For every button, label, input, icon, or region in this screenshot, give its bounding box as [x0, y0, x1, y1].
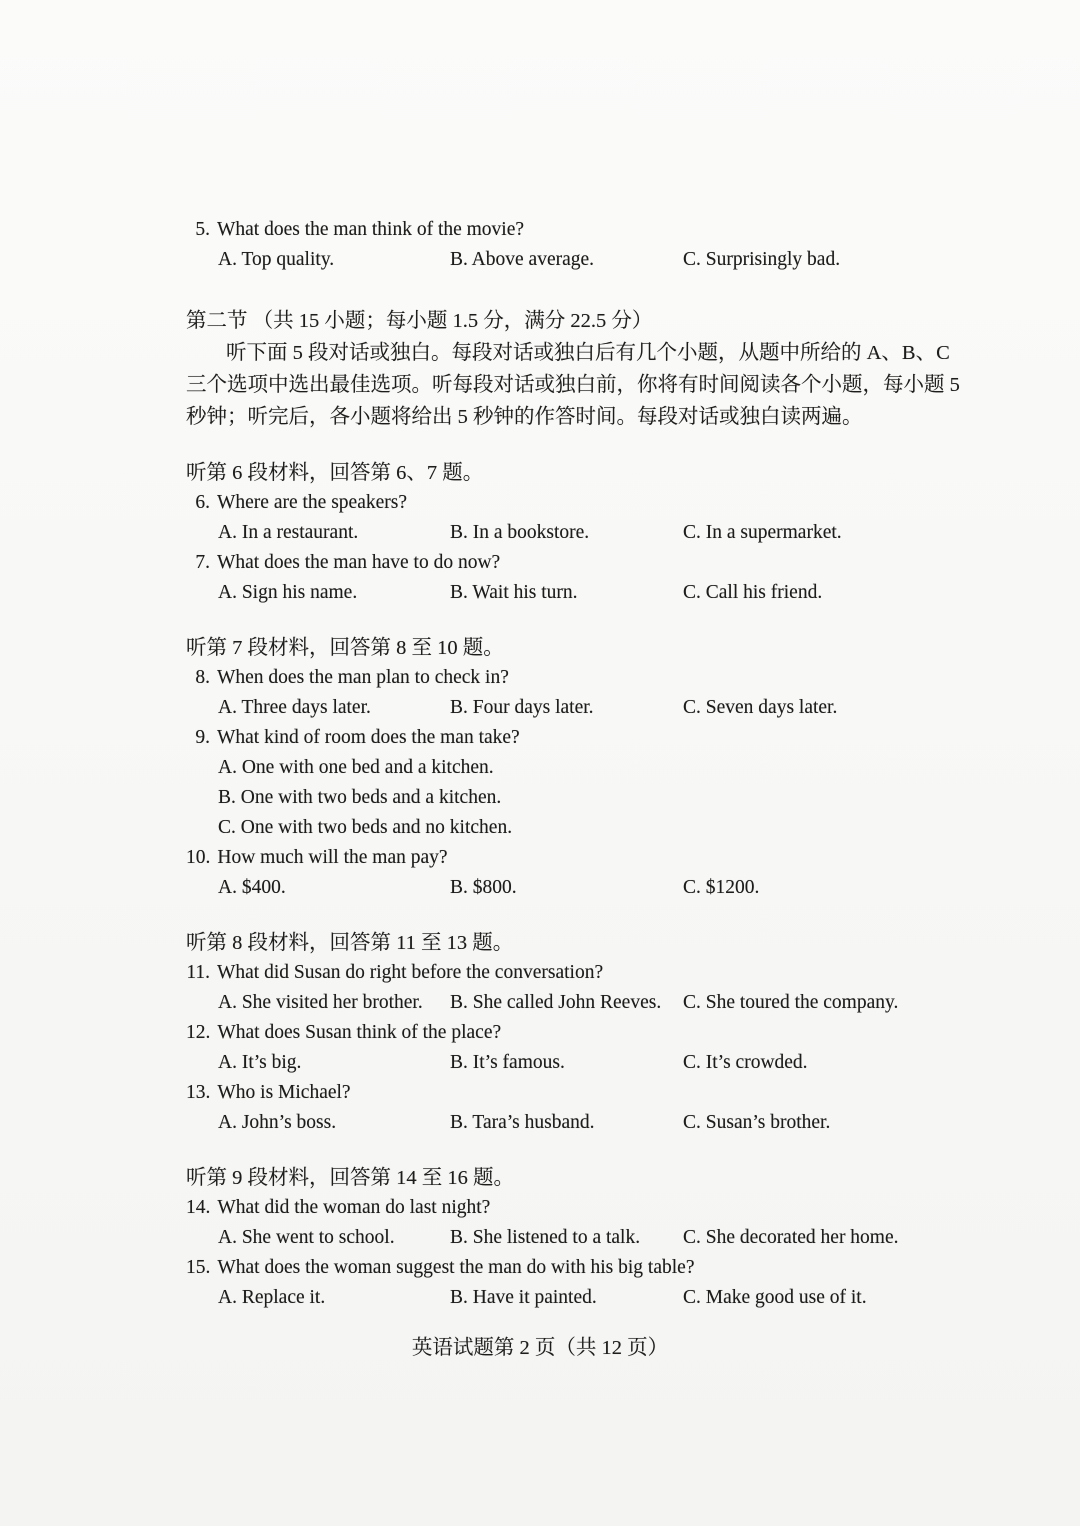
question-text: What does the man think of the movie?	[217, 219, 525, 240]
question-number: 9.	[195, 727, 210, 748]
material-header: 听第 7 段材料，回答第 8 至 10 题。	[186, 637, 504, 659]
instruction-line: 秒钟；听完后，各小题将给出 5 秒钟的作答时间。每段对话或独白读两遍。	[186, 406, 863, 428]
option-text: A. Top quality.	[218, 249, 335, 270]
question-text: What does the man have to do now?	[217, 552, 501, 573]
option-text: B. She listened to a talk.	[450, 1227, 641, 1248]
question-line	[186, 723, 900, 753]
option-text: C. One with two beds and no kitchen.	[218, 817, 513, 838]
option-line	[186, 783, 900, 813]
exam-content	[186, 215, 960, 1313]
question-number: 11.	[186, 962, 210, 983]
option-text: C. Make good use of it.	[683, 1287, 867, 1308]
option-text: C. Susan’s brother.	[683, 1112, 831, 1133]
material-header: 听第 6 段材料，回答第 6、7 题。	[186, 462, 484, 484]
option-text: B. Four days later.	[450, 697, 594, 718]
question-text: How much will the man pay?	[217, 847, 448, 868]
option-text: C. Seven days later.	[683, 697, 838, 718]
question-number: 8.	[195, 667, 210, 688]
option-text: C. She decorated her home.	[683, 1227, 899, 1248]
instruction-line: 听下面 5 段对话或独白。每段对话或独白后有几个小题，从题中所给的 A、B、C	[226, 342, 950, 364]
question-line	[186, 548, 900, 578]
option-text: B. Tara’s husband.	[450, 1112, 595, 1133]
question-number: 15.	[186, 1257, 211, 1278]
question-text: What did Susan do right before the conversation?	[217, 962, 604, 983]
question-line	[186, 215, 900, 245]
option-text: A. In a restaurant.	[218, 522, 359, 543]
question-number: 12.	[186, 1022, 211, 1043]
question-line	[186, 1078, 900, 1108]
option-text: B. She called John Reeves.	[450, 992, 662, 1013]
option-row	[186, 988, 900, 1018]
question-line	[186, 663, 900, 693]
question-line	[186, 1253, 900, 1283]
option-text: B. It’s famous.	[450, 1052, 565, 1073]
material-header: 听第 8 段材料，回答第 11 至 13 题。	[186, 932, 514, 954]
option-text: C. It’s crowded.	[683, 1052, 808, 1073]
question-number: 10.	[186, 847, 211, 868]
instruction-line: 三个选项中选出最佳选项。听每段对话或独白前，你将有时间阅读各个小题，每小题 5	[186, 374, 960, 396]
option-text: C. $1200.	[683, 877, 760, 898]
option-text: A. Three days later.	[218, 697, 371, 718]
option-text: A. $400.	[218, 877, 286, 898]
option-text: B. Wait his turn.	[450, 582, 578, 603]
option-text: B. $800.	[450, 877, 517, 898]
section-header: 第二节 （共 15 小题；每小题 1.5 分，满分 22.5 分）	[186, 310, 653, 332]
question-text: What kind of room does the man take?	[217, 727, 520, 748]
option-row	[186, 518, 900, 548]
question-text: What does Susan think of the place?	[217, 1022, 502, 1043]
option-row	[186, 873, 900, 903]
option-text: C. Call his friend.	[683, 582, 823, 603]
option-text: B. Have it painted.	[450, 1287, 597, 1308]
question-line	[186, 843, 900, 873]
option-row	[186, 693, 900, 723]
question-text: What does the woman suggest the man do with his big table?	[217, 1257, 695, 1278]
option-text: A. She visited her brother.	[218, 992, 423, 1013]
option-text: C. In a supermarket.	[683, 522, 842, 543]
question-text: Who is Michael?	[217, 1082, 351, 1103]
option-text: A. Replace it.	[218, 1287, 326, 1308]
option-text: A. Sign his name.	[218, 582, 358, 603]
option-line	[186, 753, 900, 783]
option-text: B. Above average.	[450, 249, 595, 270]
option-text: B. One with two beds and a kitchen.	[218, 787, 502, 808]
option-row	[186, 245, 900, 275]
option-line	[186, 813, 900, 843]
question-line	[186, 958, 900, 988]
option-text: A. It’s big.	[218, 1052, 302, 1073]
option-text: A. She went to school.	[218, 1227, 395, 1248]
option-text: C. She toured the company.	[683, 992, 899, 1013]
option-text: B. In a bookstore.	[450, 522, 590, 543]
question-text: When does the man plan to check in?	[217, 667, 509, 688]
question-line	[186, 1193, 900, 1223]
question-text: Where are the speakers?	[217, 492, 408, 513]
question-line	[186, 1018, 900, 1048]
page-footer: 英语试题第 2 页（共 12 页）	[411, 1337, 669, 1359]
question-line	[186, 488, 900, 518]
option-row	[186, 1108, 900, 1138]
question-text: What did the woman do last night?	[217, 1197, 491, 1218]
material-header: 听第 9 段材料，回答第 14 至 16 题。	[186, 1167, 514, 1189]
question-number: 14.	[186, 1197, 211, 1218]
option-row	[186, 1048, 900, 1078]
question-number: 7.	[195, 552, 210, 573]
option-text: A. One with one bed and a kitchen.	[218, 757, 494, 778]
question-number: 5.	[195, 219, 210, 240]
option-row	[186, 1223, 900, 1253]
option-text: A. John’s boss.	[218, 1112, 337, 1133]
option-row	[186, 1283, 900, 1313]
option-text: C. Surprisingly bad.	[683, 249, 841, 270]
question-number: 6.	[195, 492, 210, 513]
question-number: 13.	[186, 1082, 211, 1103]
option-row	[186, 578, 900, 608]
